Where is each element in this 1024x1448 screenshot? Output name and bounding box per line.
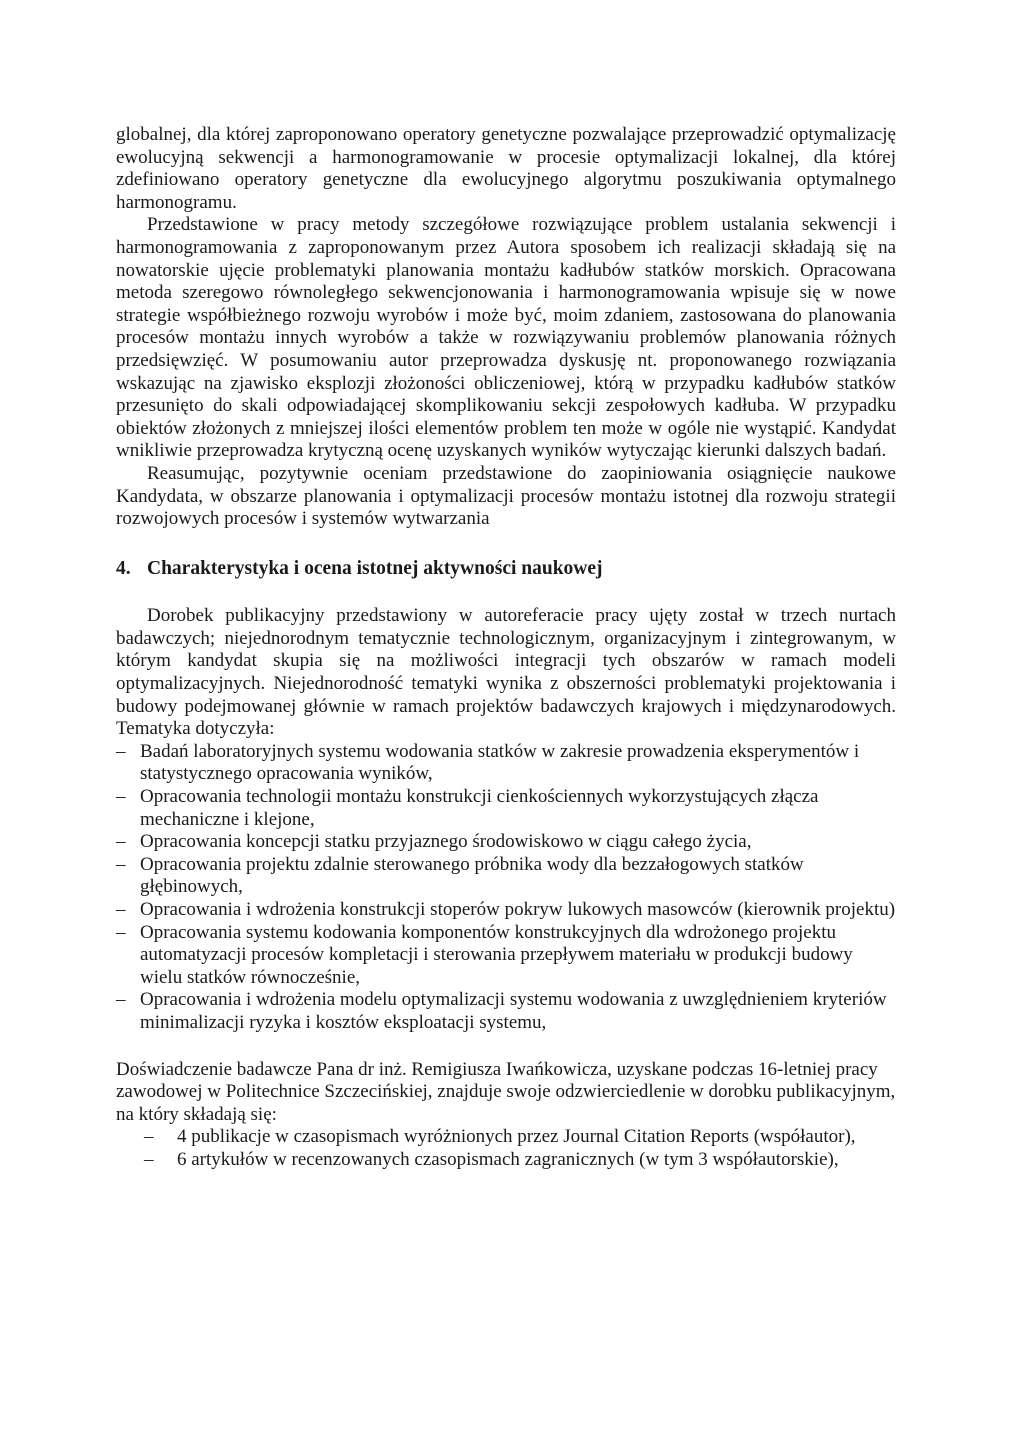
list-item xyxy=(116,854,896,899)
list-item xyxy=(116,831,896,854)
list-item xyxy=(116,786,896,831)
research-topics-list xyxy=(116,741,896,1035)
section-number: 4. xyxy=(116,557,131,579)
document-page xyxy=(116,124,896,1172)
list-item-text: Opracowania projektu zdalnie sterowanego próbnika wody dla bezzałogowych statków głębinowych, xyxy=(140,853,804,898)
dash-bullet: – xyxy=(116,899,126,920)
dash-bullet: – xyxy=(116,831,126,853)
list-item-text: Opracowania systemu kodowania komponentów konstrukcyjnych dla wdrożonego projektu automatyzacji procesów kompletacji i sterowania przepływem materiału w produkcji budowy wielu statków równocześnie, xyxy=(140,921,853,988)
list-item xyxy=(116,1126,896,1149)
section-4-heading xyxy=(116,558,896,581)
list-item-text: Opracowania i wdrożenia modelu optymalizacji systemu wodowania z uwzględnieniem kryteriów minimalizacji ryzyka i kosztów eksploatacji systemu, xyxy=(140,989,887,1033)
list-item-text: 6 artykułów w recenzowanych czasopismach zagranicznych (w tym 3 współautorskie), xyxy=(177,1148,839,1170)
dash-bullet: – xyxy=(144,1126,154,1148)
list-item xyxy=(116,741,896,786)
paragraph-optimization-summary: globalnej, dla której zaproponowano operatory genetyczne pozwalające przeprowadzić optymalizację ewolucyjną sekwencji a harmonogramowanie w procesie optymalizacji lokalnej, dla której zdefiniowano operatory genetyczne dla ewolucyjnego algorytmu poszukiwania optymalnego harmonogramu. xyxy=(116,124,896,213)
dash-bullet: – xyxy=(144,1148,154,1170)
list-item-text: 4 publikacje w czasopismach wyróżnionych przez Journal Citation Reports (współautor), xyxy=(177,1126,856,1148)
list-item xyxy=(116,899,896,922)
dash-bullet: – xyxy=(116,740,126,762)
paragraph-methods-evaluation: Przedstawione w pracy metody szczegółowe rozwiązujące problem ustalania sekwencji i harmonogramowania z zaproponowanym przez Autora sposobem ich realizacji składają się na nowatorskie ujęcie problematyki planowania montażu kadłubów statków morskich. Opracowana metoda szeregowo równoległego sekwencjonowania i harmonogramowania wpisuje się w nowe strategie współbieżnego rozwoju wyrobów i może być, moim zdaniem, zastosowana do planowania procesów montażu innych wyrobów a także w rozwiązywaniu problemów planowania różnych przedsięwzięć. W posumowaniu autor przeprowadza dyskusję nt. proponowanego rozwiązania wskazując na zjawisko eksplozji złożoności obliczeniowej, którą w przypadku kadłubów statków przesunięto do skali odpowiadającej skomplikowaniu sekcji zespołowych kadłuba. W przypadku obiektów złożonych z mniejszej ilości elementów problem ten może w ogóle nie wystąpić. Kandydat wnikliwie przeprowadza krytyczną ocenę uzyskanych wyników wytyczając kierunki dalszych badań. xyxy=(116,214,896,462)
dash-bullet: – xyxy=(116,853,126,875)
paragraph-publication-intro: Dorobek publikacyjny przedstawiony w autoreferacie pracy ujęty został w trzech nurtach badawczych; niejednorodnym tematycznie technologicznym, organizacyjnym i zintegrowanym, w którym kandydat skupia się na możliwości integracji tych obszarów w ramach modeli optymalizacyjnych. Niejednorodność tematyki wynika z obszerności problematyki projektowania i budowy podejmowanej głównie w ramach projektów badawczych krajowych i międzynarodowych. Tematyka dotyczyła: xyxy=(116,605,896,740)
list-item xyxy=(116,922,896,990)
paragraph-research-experience: Doświadczenie badawcze Pana dr inż. Remigiusza Iwańkowicza, uzyskane podczas 16-letniej pracy zawodowej w Politechnice Szczecińskiej, znajduje swoje odzwierciedlenie w dorobku publikacyjnym, na który składają się: xyxy=(116,1058,896,1125)
list-item xyxy=(116,1149,896,1172)
list-item-text: Opracowania i wdrożenia konstrukcji stoperów pokryw lukowych masowców (kierownik projektu) xyxy=(140,899,896,920)
list-item-text: Badań laboratoryjnych systemu wodowania statków w zakresie prowadzenia eksperymentów i statystycznego opracowania wyników, xyxy=(140,740,860,785)
dash-bullet: – xyxy=(116,921,126,943)
list-item xyxy=(116,989,896,1034)
publications-list xyxy=(116,1126,896,1171)
list-item-text: Opracowania koncepcji statku przyjaznego środowiskowo w ciągu całego życia, xyxy=(140,831,752,853)
dash-bullet: – xyxy=(116,989,126,1011)
list-item-text: Opracowania technologii montażu konstrukcji cienkościennych wykorzystujących złącza mechaniczne i klejone, xyxy=(140,786,819,830)
section-title: Charakterystyka i ocena istotnej aktywności naukowej xyxy=(147,557,603,579)
dash-bullet: – xyxy=(116,786,126,808)
paragraph-conclusion: Reasumując, pozytywnie oceniam przedstawione do zaopiniowania osiągnięcie naukowe Kandydata, w obszarze planowania i optymalizacji procesów montażu istotnej dla rozwoju strategii rozwojowych procesów i systemów wytwarzania xyxy=(116,462,896,530)
